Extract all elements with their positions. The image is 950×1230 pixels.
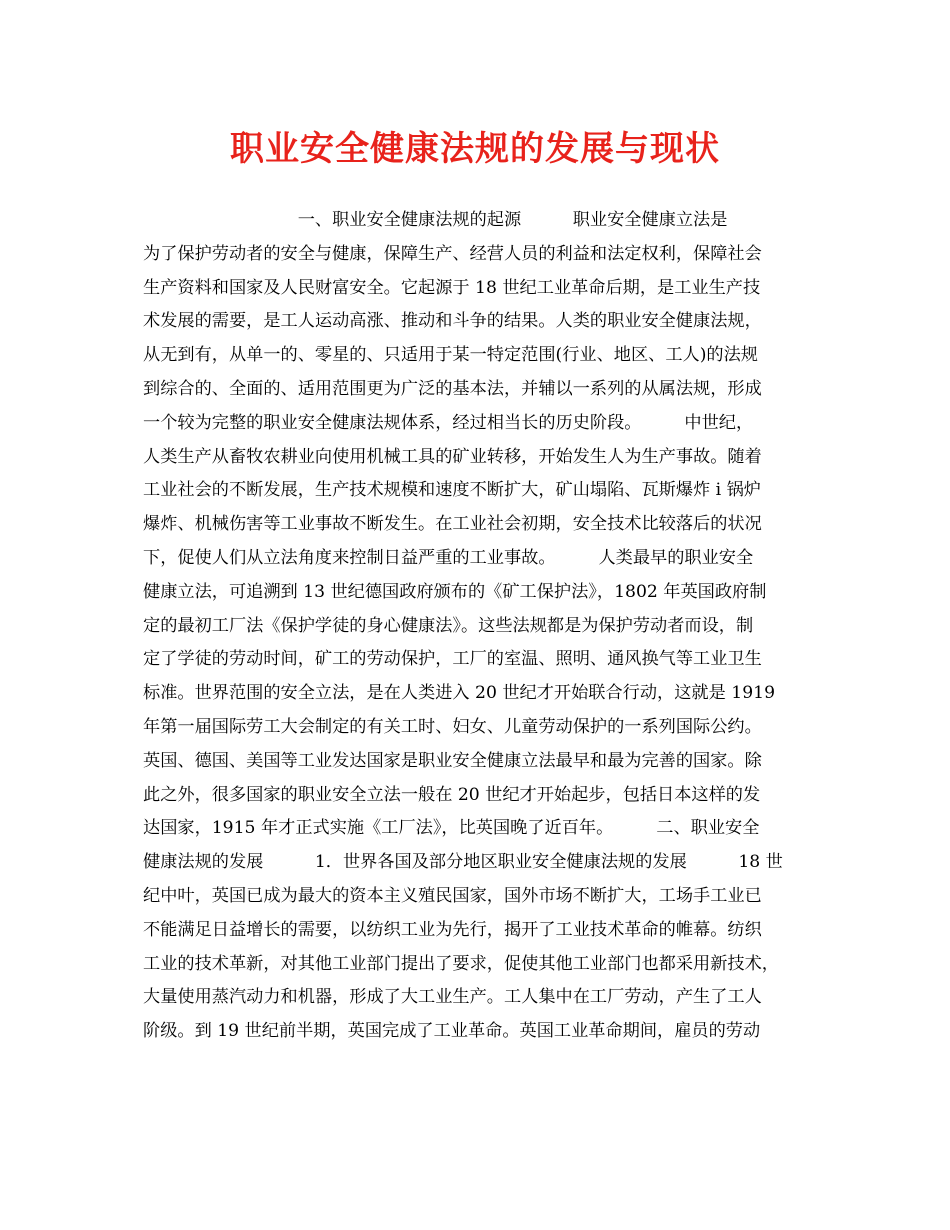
body-line: 工业社会的不断发展，生产技术规模和速度不断扩大，矿山塌陷、瓦斯爆炸 i 锅炉 — [143, 480, 761, 501]
body-line: 大量使用蒸汽动力和机器，形成了大工业生产。工人集中在工厂劳动，产生了工人 — [143, 987, 762, 1008]
document-title: 职业安全健康法规的发展与现状 — [230, 129, 720, 169]
body-line: 爆炸、机械伤害等工业事故不断发生。在工业社会初期，安全技术比较落后的状况 — [143, 514, 762, 535]
body-line: 英国、德国、美国等工业发达国家是职业安全健康立法最早和最为完善的国家。除 — [143, 750, 762, 771]
body-line: 到综合的、全面的、适用范围更为广泛的基本法，并辅以一系列的从属法规，形成 — [143, 378, 762, 399]
body-line: 为了保护劳动者的安全与健康，保障生产、经营人员的利益和法定权利，保障社会 — [143, 243, 762, 264]
body-line: 人类生产从畜牧农耕业向使用机械工具的矿业转移，开始发生人为生产事故。随着 — [143, 446, 762, 467]
body-line: 从无到有，从单一的、零星的、只适用于某一特定范围(行业、地区、工人)的法规 — [143, 345, 758, 366]
body-line: 纪中叶，英国已成为最大的资本主义殖民国家，国外市场不断扩大，工场手工业已 — [143, 885, 762, 906]
body-line: 标准。世界范围的安全立法，是在人类进入 20 世纪才开始联合行动，这就是 1919 — [143, 683, 776, 704]
body-line: 阶级。到 19 世纪前半期，英国完成了工业革命。英国工业革命期间，雇员的劳动 — [143, 1021, 761, 1042]
body-line: 此之外，很多国家的职业安全立法一般在 20 世纪才开始起步，包括日本这样的发 — [143, 784, 761, 805]
body-line: 下，促使人们从立法角度来控制日益严重的工业事故。 人类最早的职业安全 — [143, 547, 754, 568]
body-line: 术发展的需要，是工人运动高涨、推动和斗争的结果。人类的职业安全健康法规， — [143, 311, 762, 332]
body-line: 一个较为完整的职业安全健康法规体系，经过相当长的历史阶段。 中世纪， — [143, 412, 754, 433]
body-line: 生产资料和国家及人民财富安全。它起源于 18 世纪工业革命后期，是工业生产技 — [143, 277, 761, 298]
body-line: 定了学徒的劳动时间，矿工的劳动保护，工厂的室温、照明、通风换气等工业卫生 — [143, 649, 762, 670]
body-line: 工业的技术革新，对其他工业部门提出了要求，促使其他工业部门也都采用新技术， — [143, 953, 779, 974]
body-line: 不能满足日益增长的需要，以纺织工业为先行，揭开了工业技术革命的帷幕。纺织 — [143, 919, 762, 940]
body-line: 达国家，1915 年才正式实施《工厂法》，比英国晚了近百年。 二、职业安全 — [143, 818, 760, 839]
body-line: 健康立法，可追溯到 13 世纪德国政府颁布的《矿工保护法》，1802 年英国政府制 — [143, 581, 767, 602]
body-line: 定的最初工厂法《保护学徒的身心健康法》。这些法规都是为保护劳动者而设，制 — [143, 615, 754, 636]
body-line: 健康法规的发展 1．世界各国及部分地区职业安全健康法规的发展 18 世 — [143, 852, 783, 873]
body-line: 年第一届国际劳工大会制定的有关工时、妇女、儿童劳动保护的一系列国际公约。 — [143, 716, 762, 737]
document-body — [143, 204, 815, 1049]
body-line: 一、职业安全健康法规的起源 职业安全健康立法是 — [143, 210, 728, 230]
